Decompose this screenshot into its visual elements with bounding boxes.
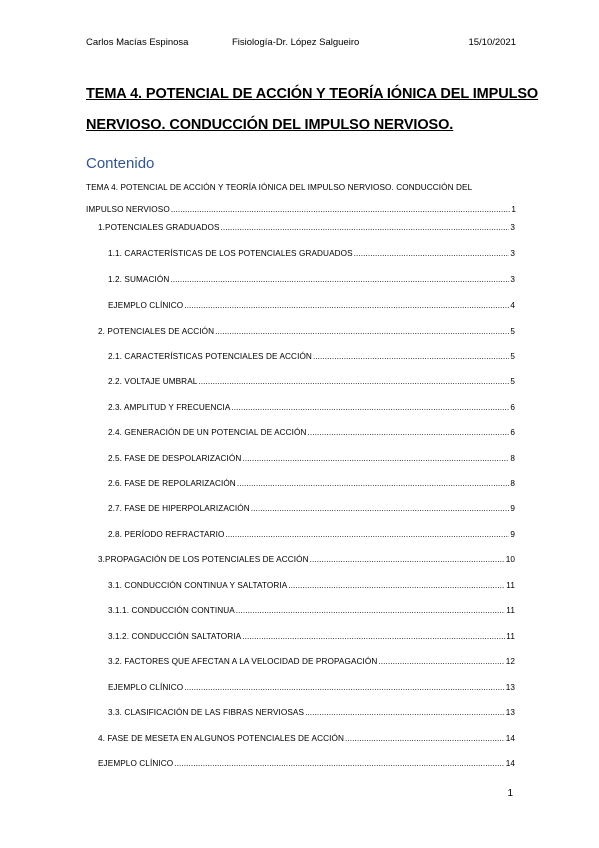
toc-entry[interactable]: [108, 452, 515, 466]
toc-leader-dots: [310, 553, 505, 567]
toc-entry-page: 13: [505, 708, 515, 717]
toc-entry[interactable]: [98, 553, 515, 567]
toc-leader-dots: [236, 604, 506, 618]
toc-entry[interactable]: [108, 502, 515, 516]
toc-entry[interactable]: [108, 655, 515, 669]
toc-entry-label: 2.3. AMPLITUD Y FRECUENCIA: [108, 403, 231, 412]
toc-entry-label: 2.5. FASE DE DESPOLARIZACIÓN: [108, 454, 242, 463]
toc-entry-page: 8: [510, 454, 515, 463]
toc-entry-page: 3: [510, 223, 515, 232]
toc-entry-label: 3.1.2. CONDUCCIÓN SALTATORIA: [108, 632, 242, 641]
document-title-line1: TEMA 4. POTENCIAL DE ACCIÓN Y TEORÍA IÓNICA DEL IMPULSO: [86, 86, 539, 102]
toc-entry[interactable]: [98, 757, 515, 771]
toc-entry-page: 10: [505, 555, 515, 564]
toc-leader-dots: [184, 681, 504, 695]
toc-entry-page: 6: [510, 403, 515, 412]
document-title-line2: NERVIOSO. CONDUCCIÓN DEL IMPULSO NERVIOSO.: [86, 117, 454, 133]
toc-entry[interactable]: [108, 247, 515, 261]
toc-entry-label: 2.1. CARACTERÍSTICAS POTENCIALES DE ACCIÓN: [108, 352, 312, 361]
toc-entry[interactable]: [108, 604, 515, 618]
toc-entry-title-line2: IMPULSO NERVIOSO: [86, 205, 170, 214]
toc-leader-dots: [237, 477, 510, 491]
toc-leader-dots: [354, 247, 510, 261]
page-number: 1: [507, 788, 513, 799]
toc-leader-dots: [308, 426, 510, 440]
toc-leader-dots: [225, 528, 509, 542]
toc-leader-dots: [184, 299, 509, 313]
toc-leader-dots: [288, 579, 505, 593]
header-course: Fisiología-Dr. López Salgueiro: [232, 37, 360, 48]
toc-entry-page: 14: [505, 734, 515, 743]
header-author: Carlos Macías Espinosa: [86, 37, 189, 48]
toc-entry[interactable]: [108, 299, 515, 313]
toc-entry[interactable]: [98, 221, 515, 235]
toc-entry[interactable]: [108, 706, 515, 720]
toc-entry-label: 2.4. GENERACIÓN DE UN POTENCIAL DE ACCIÓN: [108, 428, 307, 437]
toc-leader-dots: [231, 401, 509, 415]
toc-leader-dots: [221, 221, 510, 235]
toc-entry-page: 5: [510, 352, 515, 361]
toc-entry-page: 1: [511, 205, 516, 214]
toc-entry-title-line1: TEMA 4. POTENCIAL DE ACCIÓN Y TEORÍA IÓNICA DEL IMPULSO NERVIOSO. CONDUCCIÓN DEL: [86, 183, 473, 192]
toc-entry-page: 8: [510, 479, 515, 488]
toc-entry[interactable]: [108, 477, 515, 491]
toc-entry-label: 3.PROPAGACIÓN DE LOS POTENCIALES DE ACCIÓN: [98, 555, 309, 564]
toc-entry-label: EJEMPLO CLÍNICO: [108, 683, 184, 692]
toc-entry[interactable]: [108, 528, 515, 542]
toc-entry-page: 13: [505, 683, 515, 692]
toc-entry-label: 1.2. SUMACIÓN: [108, 275, 170, 284]
toc-entry-title[interactable]: [86, 177, 516, 221]
toc-entry[interactable]: [108, 426, 515, 440]
toc-entry-label: EJEMPLO CLÍNICO: [98, 759, 174, 768]
toc-entry-label: 2. POTENCIALES DE ACCIÓN: [98, 327, 215, 336]
toc-entry-page: 9: [510, 530, 515, 539]
toc-entry[interactable]: [108, 375, 515, 389]
toc-entry-label: 3.1. CONDUCCIÓN CONTINUA Y SALTATORIA: [108, 581, 288, 590]
toc-entry-page: 12: [505, 657, 515, 666]
toc-leader-dots: [305, 706, 505, 720]
toc-entry-label: 2.8. PERÍODO REFRACTARIO: [108, 530, 225, 539]
toc-leader-dots: [215, 325, 509, 339]
toc-entry-label: 2.6. FASE DE REPOLARIZACIÓN: [108, 479, 236, 488]
toc-leader-dots: [251, 502, 510, 516]
toc-leader-dots: [174, 757, 504, 771]
toc-leader-dots: [242, 630, 505, 644]
toc-entry[interactable]: [108, 630, 515, 644]
toc-entry-label: 3.1.1. CONDUCCIÓN CONTINUA: [108, 606, 235, 615]
toc-entry[interactable]: [108, 273, 515, 287]
toc-heading: Contenido: [86, 155, 155, 172]
toc-entry-page: 11: [506, 632, 515, 641]
toc-entry-page: 11: [506, 606, 515, 615]
toc-entry-page: 4: [510, 301, 515, 310]
toc-leader-dots: [378, 655, 504, 669]
toc-entry-page: 11: [506, 581, 515, 590]
toc-leader-dots: [171, 199, 511, 221]
toc-leader-dots: [170, 273, 509, 287]
toc-entry-page: 6: [510, 428, 515, 437]
toc-entry[interactable]: [108, 681, 515, 695]
toc-leader-dots: [242, 452, 509, 466]
toc-entry-page: 9: [510, 504, 515, 513]
header-date: 15/10/2021: [468, 37, 516, 48]
toc-entry-label: 2.2. VOLTAJE UMBRAL: [108, 377, 198, 386]
page-header: [86, 37, 516, 51]
toc-entry-label: 1.POTENCIALES GRADUADOS: [98, 223, 220, 232]
toc-entry-page: 3: [510, 249, 515, 258]
toc-leader-dots: [345, 732, 505, 746]
toc-entry[interactable]: [108, 579, 515, 593]
toc-entry[interactable]: [108, 401, 515, 415]
toc-entry-label: 3.3. CLASIFICACIÓN DE LAS FIBRAS NERVIOSAS: [108, 708, 305, 717]
toc-entry-label: 3.2. FACTORES QUE AFECTAN A LA VELOCIDAD DE PROPAGACIÓN: [108, 657, 378, 666]
toc-entry[interactable]: [108, 350, 515, 364]
toc-entry-page: 5: [510, 377, 515, 386]
toc-entry-page: 14: [505, 759, 515, 768]
toc-entry-page: 5: [510, 327, 515, 336]
toc-entry-label: 4. FASE DE MESETA EN ALGUNOS POTENCIALES DE ACCIÓN: [98, 734, 344, 743]
toc-leader-dots: [198, 375, 509, 389]
toc-entry-label: 1.1. CARACTERÍSTICAS DE LOS POTENCIALES GRADUADOS: [108, 249, 353, 258]
toc-entry-label: 2.7. FASE DE HIPERPOLARIZACIÓN: [108, 504, 250, 513]
toc-entry-page: 3: [510, 275, 515, 284]
toc-entry-label: EJEMPLO CLÍNICO: [108, 301, 184, 310]
toc-entry[interactable]: [98, 732, 515, 746]
toc-entry[interactable]: [98, 325, 515, 339]
toc-leader-dots: [313, 350, 509, 364]
